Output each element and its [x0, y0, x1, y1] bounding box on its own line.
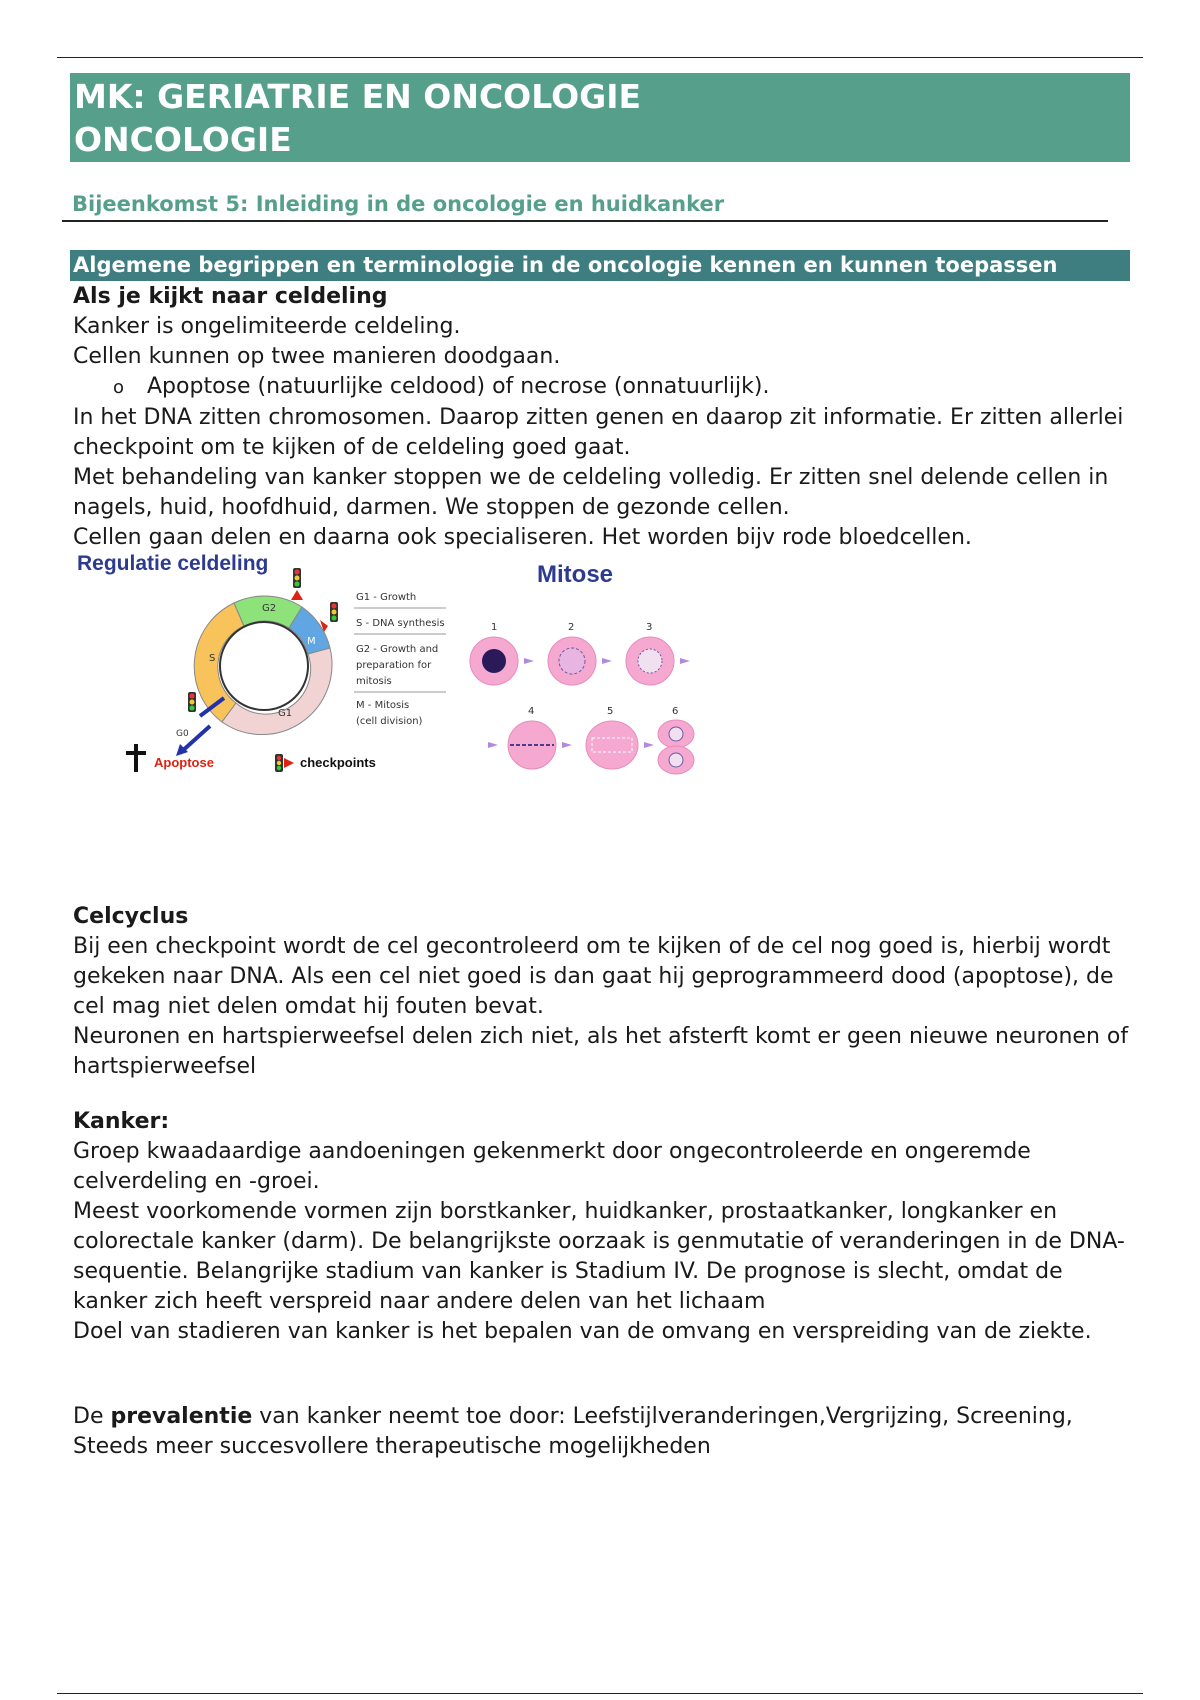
regulatie-title: Regulatie celdeling: [77, 552, 269, 575]
cell-cycle-ring: [194, 596, 332, 734]
phase-s-label: S: [209, 653, 216, 664]
phase-g1-label: G1: [278, 708, 293, 719]
celdeling-line-1: Kanker is ongelimiteerde celdeling.: [73, 314, 461, 339]
cell-nucleus-1: [482, 649, 506, 673]
apoptose-bullet: [73, 372, 1143, 403]
legend-m-line2: (cell division): [356, 716, 423, 727]
cell-stage-5: [586, 721, 638, 769]
title-line-2: ONCOLOGIE: [74, 120, 292, 159]
phase-m-label: M: [307, 636, 316, 647]
title-line-1: MK: GERIATRIE EN ONCOLOGIE: [74, 77, 642, 116]
stage-number-2: 2: [568, 622, 575, 633]
mitosis-stages: [470, 622, 694, 774]
title-banner: [70, 73, 1130, 162]
session-subtitle: Bijeenkomst 5: Inleiding in de oncologie en huidkanker: [72, 192, 725, 216]
arrow-icon: [562, 742, 572, 748]
prevalentie-block: [73, 1402, 1143, 1462]
celdeling-block: [73, 282, 1143, 553]
celcyclus-para-2: Neuronen en hartspierweefsel delen zich niet, als het afsterft komt er geen nieuwe neuronen of hartspierweefsel: [73, 1024, 1129, 1079]
phase-g2-label: G2: [262, 603, 277, 614]
prevalentie-paragraph: [73, 1402, 1143, 1462]
phase-legend: [354, 592, 446, 727]
celcyclus-para-1: Bij een checkpoint wordt de cel gecontroleerd om te kijken of de cel nog goed is, hierbij wordt gekeken naar DNA. Als een cel niet goed is dan gaat hij geprogrammeerd dood (apoptose), de cel mag niet delen omdat hij fouten bevat.: [73, 934, 1114, 1019]
stage-number-5: 5: [607, 706, 614, 717]
celdeling-para-1: In het DNA zitten chromosomen. Daarop zitten genen en daarop zit informatie. Er zitten allerlei checkpoint om te kijken of de celdeling goed gaat.: [73, 405, 1124, 460]
apoptose-label: Apoptose: [154, 755, 214, 770]
kanker-block: [73, 1107, 1143, 1347]
celdeling-para-2: Met behandeling van kanker stoppen we de celdeling volledig. Er zitten snel delende cellen in nagels, huid, hoofdhuid, darmen. We stoppen de gezonde cellen.: [73, 465, 1109, 520]
legend-m: M - Mitosis: [356, 700, 410, 711]
celcyclus-block: [73, 902, 1143, 1082]
cross-icon: [126, 744, 146, 772]
kanker-para-1: Groep kwaadaardige aandoeningen gekenmerkt door ongecontroleerde en ongeremde celverdeling en -groei.: [73, 1139, 1031, 1194]
kanker-heading: Kanker:: [73, 1109, 170, 1134]
section-heading-bar: Algemene begrippen en terminologie in de oncologie kennen en kunnen toepassen: [70, 250, 1130, 281]
bottom-rule: [57, 1693, 1143, 1694]
cell-chromatin-2: [559, 648, 585, 674]
kanker-para-3: Doel van stadieren van kanker is het bepalen van de omvang en verspreiding van de ziekte.: [73, 1319, 1092, 1344]
prevalentie-rest: van kanker neemt toe door: Leefstijlveranderingen,Vergrijzing, Screening, Steeds meer succesvollere therapeutische mogelijkheden: [73, 1404, 1073, 1459]
arrow-icon: [680, 658, 690, 664]
cell-chromosomes-3: [638, 649, 662, 673]
subtitle-rule: [62, 220, 1108, 222]
legend-s: S - DNA synthesis: [356, 618, 445, 629]
stage-number-4: 4: [528, 706, 535, 717]
arrow-icon: [644, 742, 654, 748]
celcyclus-heading: Celcyclus: [73, 904, 189, 929]
checkpoint-icon: [330, 602, 338, 622]
top-rule: [57, 57, 1143, 58]
celdeling-line-2: Cellen kunnen op twee manieren doodgaan.: [73, 344, 561, 369]
stage-number-3: 3: [646, 622, 653, 633]
arrow-icon: [488, 742, 498, 748]
checkpoint-icon: [293, 568, 301, 588]
arrow-icon: [524, 658, 534, 664]
stage-number-6: 6: [672, 706, 679, 717]
cycle-inner-circle: [220, 622, 308, 710]
stage-number-1: 1: [491, 622, 498, 633]
arrow-icon: [602, 658, 612, 664]
checkpoint-legend-icon: [275, 754, 294, 772]
celdeling-heading: Als je kijkt naar celdeling: [73, 284, 388, 309]
legend-g2-line2: preparation for: [356, 660, 432, 671]
checkpoints-label: checkpoints: [300, 755, 376, 770]
cell-cycle-figure: [72, 548, 732, 788]
legend-g1: G1 - Growth: [356, 592, 417, 603]
checkpoint-arrow-icon: [291, 590, 303, 600]
daughter-nucleus-bottom: [669, 753, 683, 767]
apoptose-bullet-text: Apoptose (natuurlijke celdood) of necrose (onnatuurlijk).: [147, 374, 770, 399]
celdeling-para-3: Cellen gaan delen en daarna ook specialiseren. Het worden bijv rode bloedcellen.: [73, 525, 972, 550]
prevalentie-term: prevalentie: [110, 1404, 253, 1429]
g0-label: G0: [176, 729, 189, 739]
legend-g2-line3: mitosis: [356, 676, 392, 687]
legend-g2: G2 - Growth and: [356, 644, 439, 655]
prevalentie-prefix: De: [73, 1404, 111, 1429]
checkpoint-icon: [188, 692, 196, 712]
bullet-marker: o: [113, 377, 125, 398]
mitose-title: Mitose: [537, 561, 614, 588]
cell-cycle-illustration: [72, 548, 732, 788]
kanker-para-2: Meest voorkomende vormen zijn borstkanker, huidkanker, prostaatkanker, longkanker en colorectale kanker (darm). De belangrijkste oorzaak is genmutatie of veranderingen in de DNA-sequentie. Belangrijke stadium van kanker is Stadium IV. De prognose is slecht, omdat de kanker zich heeft verspreid naar andere delen van het lichaam: [73, 1199, 1125, 1314]
daughter-nucleus-top: [669, 727, 683, 741]
